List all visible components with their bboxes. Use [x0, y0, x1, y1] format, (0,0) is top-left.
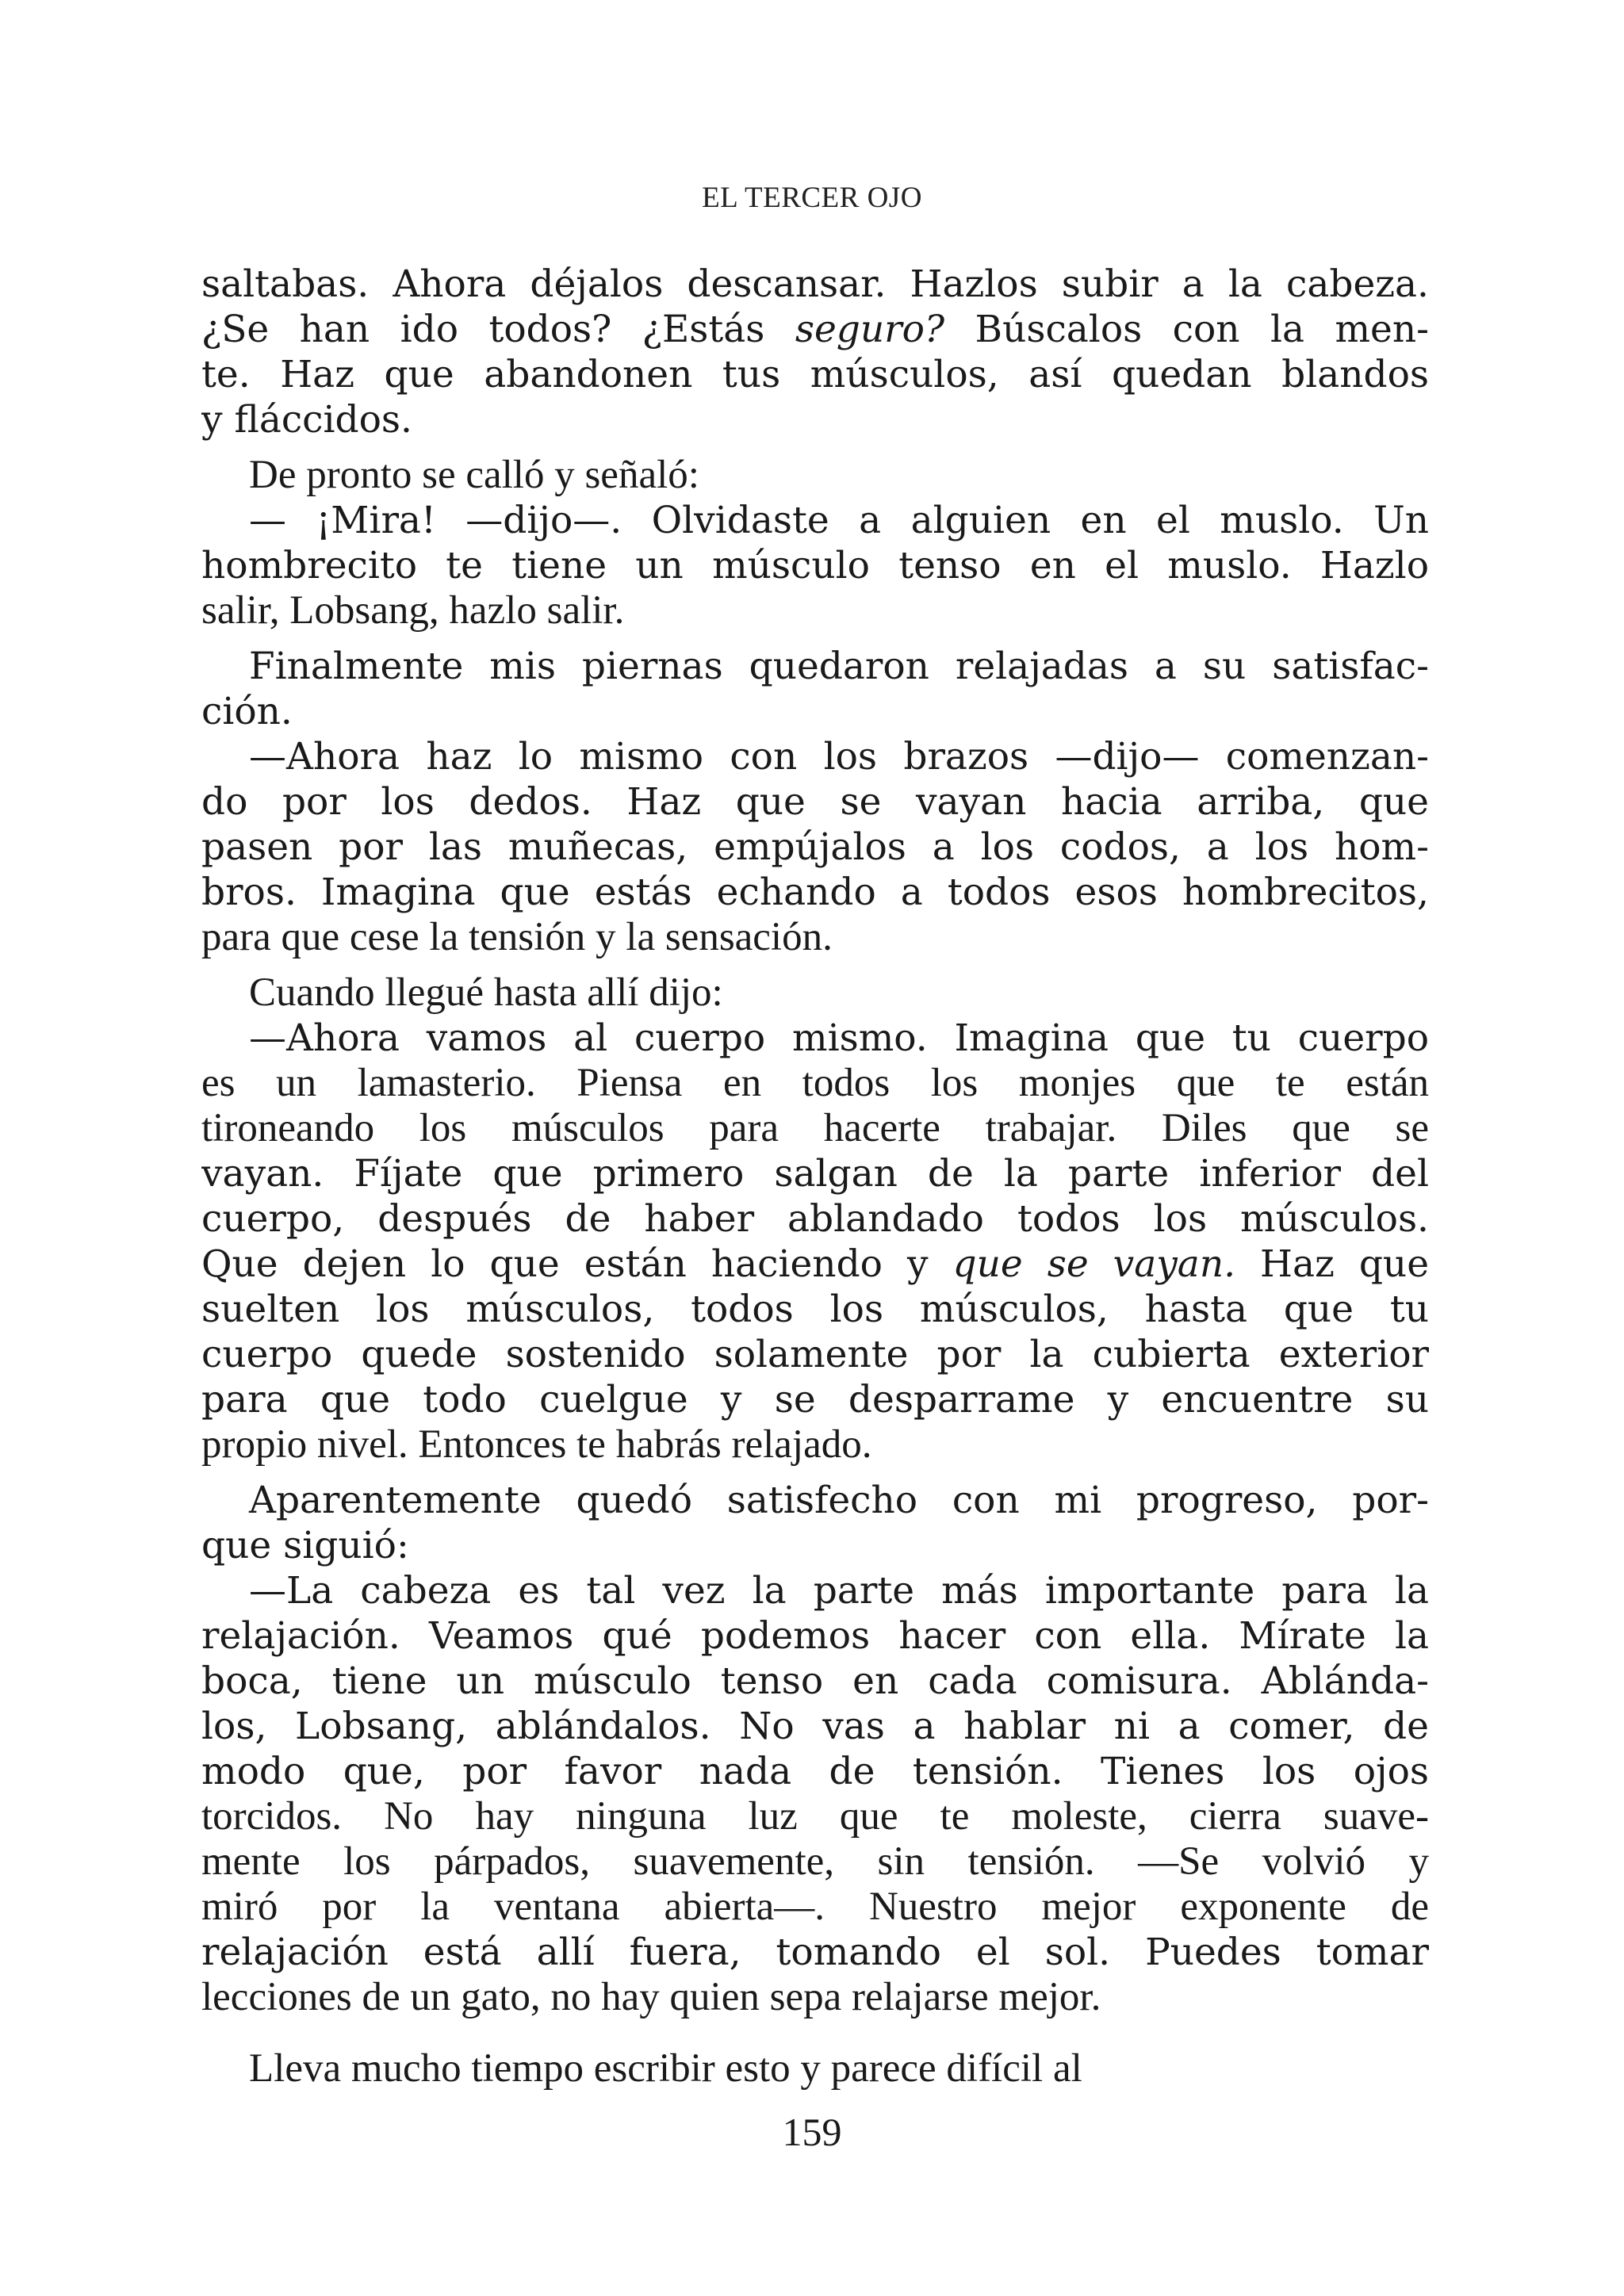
text-line [201, 1332, 1429, 1377]
text-segment: suelten los músculos, todos los músculos, hasta que tu [201, 1288, 1429, 1331]
text-line [201, 1377, 1429, 1422]
text-line [201, 397, 1429, 442]
text-segment: Cuando llegué hasta allí dijo: [249, 970, 723, 1015]
text-line [201, 1196, 1429, 1242]
text-segment: De pronto se calló y señaló: [249, 453, 699, 497]
text-segment: Aparentemente quedó satisfecho con mi progreso, por- [249, 1479, 1429, 1522]
text-line [201, 453, 1429, 498]
text-segment: y fláccidos. [201, 398, 412, 442]
text-segment: bros. Imagina que estás echando a todos esos hombrecitos, [201, 871, 1429, 914]
text-line [201, 1794, 1429, 1839]
text-line [201, 734, 1429, 779]
text-segment: Haz que [1235, 1242, 1429, 1286]
text-segment: para que cese la tensión y la sensación. [201, 915, 833, 959]
text-line [201, 498, 1429, 543]
text-line [201, 1151, 1429, 1196]
text-segment: propio nivel. Entonces te habrás relajado. [201, 1422, 872, 1467]
text-segment: ¿Se han ido todos? ¿Estás [201, 308, 795, 351]
text-segment: —Ahora vamos al cuerpo mismo. Imagina que tu cuerpo [249, 1016, 1429, 1060]
text-line [201, 915, 1429, 960]
text-segment: — ¡Mira! —dijo—. Olvidaste a alguien en el muslo. Un [249, 499, 1429, 542]
text-segment: boca, tiene un músculo tenso en cada comisura. Ablánda- [201, 1659, 1429, 1703]
text-segment: saltabas. Ahora déjalos descansar. Hazlos subir a la cabeza. [201, 262, 1429, 306]
text-segment: mente los párpados, suavemente, sin tensión. —Se volvió y [201, 1839, 1429, 1884]
text-segment: relajación. Veamos qué podemos hacer con ella. Mírate la [201, 1614, 1429, 1658]
text-line [201, 779, 1429, 825]
text-line [201, 1749, 1429, 1794]
text-line [201, 2046, 1429, 2091]
text-line [201, 1242, 1429, 1287]
text-line [201, 352, 1429, 397]
page-number: 159 [782, 2110, 842, 2154]
text-line [201, 1523, 1429, 1568]
text-segment: Que dejen lo que están haciendo y [201, 1242, 953, 1286]
text-segment: do por los dedos. Haz que se vayan hacia arriba, que [201, 780, 1429, 824]
text-segment: cuerpo, después de haber ablandado todos los músculos. [201, 1197, 1429, 1241]
text-line [201, 307, 1429, 352]
text-segment: salir, Lobsang, hazlo salir. [201, 588, 625, 633]
running-head: EL TERCER OJO [702, 182, 922, 214]
text-line [201, 644, 1429, 689]
text-line [201, 1613, 1429, 1659]
text-segment: relajación está allí fuera, tomando el sol. Puedes tomar [201, 1931, 1429, 1974]
text-segment: torcidos. No hay ninguna luz que te moleste, cierra suave- [201, 1794, 1429, 1839]
text-line [201, 1422, 1429, 1468]
text-line [201, 1885, 1429, 1930]
italic-text: seguro? [795, 308, 945, 351]
text-line [201, 1839, 1429, 1885]
text-line [201, 262, 1429, 307]
text-line [201, 1106, 1429, 1151]
text-line [201, 1016, 1429, 1061]
italic-text: que se vayan. [952, 1242, 1236, 1286]
text-line [201, 1568, 1429, 1613]
text-segment: modo que, por favor nada de tensión. Tienes los ojos [201, 1750, 1429, 1793]
text-segment: que siguió: [201, 1524, 409, 1567]
text-segment: pasen por las muñecas, empújalos a los codos, a los hom- [201, 825, 1429, 869]
text-segment: tironeando los músculos para hacerte trabajar. Diles que se [201, 1106, 1429, 1150]
text-segment: —Ahora haz lo mismo con los brazos —dijo— comenzan- [249, 735, 1429, 779]
text-segment: Lleva mucho tiempo escribir esto y parece difícil al [249, 2046, 1082, 2091]
text-segment: vayan. Fíjate que primero salgan de la parte inferior del [201, 1152, 1429, 1196]
text-line [201, 689, 1429, 734]
text-line [201, 1287, 1429, 1332]
text-line [201, 1975, 1429, 2020]
text-line [201, 543, 1429, 588]
text-line [201, 1659, 1429, 1704]
text-segment: los, Lobsang, ablándalos. No vas a hablar ni a comer, de [201, 1705, 1429, 1748]
text-line [201, 1704, 1429, 1749]
text-line [201, 825, 1429, 870]
text-segment: lecciones de un gato, no hay quien sepa relajarse mejor. [201, 1975, 1101, 2019]
text-line [201, 870, 1429, 915]
text-segment: —La cabeza es tal vez la parte más importante para la [249, 1569, 1429, 1613]
text-segment: hombrecito te tiene un músculo tenso en el muslo. Hazlo [201, 544, 1429, 587]
text-line [201, 970, 1429, 1016]
text-segment: es un lamasterio. Piensa en todos los monjes que te están [201, 1061, 1429, 1105]
text-line [201, 588, 1429, 633]
text-segment: Búscalos con la men- [944, 308, 1429, 351]
text-segment: miró por la ventana abierta—. Nuestro mejor exponente de [201, 1885, 1429, 1929]
text-segment: para que todo cuelgue y se desparrame y encuentre su [201, 1378, 1429, 1422]
text-segment: ción. [201, 690, 293, 733]
text-segment: cuerpo quede sostenido solamente por la cubierta exterior [201, 1333, 1429, 1376]
text-segment: te. Haz que abandonen tus músculos, así quedan blandos [201, 353, 1429, 396]
text-line [201, 1478, 1429, 1523]
text-segment: Finalmente mis piernas quedaron relajadas a su satisfac- [249, 645, 1429, 688]
body-text [201, 262, 1429, 2091]
text-line [201, 1930, 1429, 1975]
text-line [201, 1061, 1429, 1106]
